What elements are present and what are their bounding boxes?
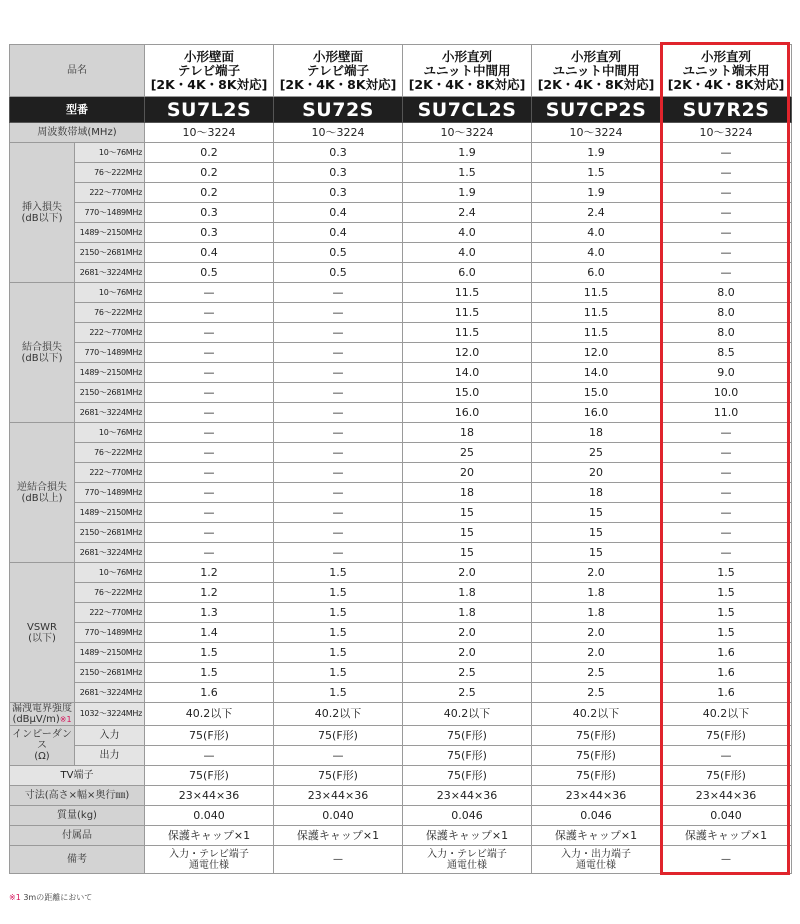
spec-value: — (145, 323, 274, 343)
spec-value: — (274, 483, 403, 503)
spec-value: 14.0 (532, 363, 661, 383)
spec-value: 0.5 (274, 263, 403, 283)
dimensions-value: 23×44×36 (274, 786, 403, 806)
dimensions-value: 23×44×36 (661, 786, 792, 806)
spec-row (10, 503, 792, 523)
impedance-value: 75(F形) (532, 726, 661, 746)
group-label: 結合損失 (dB以下) (10, 283, 75, 423)
spec-value: 0.3 (145, 223, 274, 243)
spec-value: — (661, 523, 792, 543)
spec-value: — (145, 363, 274, 383)
spec-value: — (145, 463, 274, 483)
spec-value: 1.8 (403, 583, 532, 603)
spec-value: — (145, 343, 274, 363)
freq-label: 2681〜3224MHz (75, 543, 145, 563)
spec-value: 1.4 (145, 623, 274, 643)
dimensions-value: 23×44×36 (145, 786, 274, 806)
spec-value: 2.5 (403, 683, 532, 703)
impedance-value: 75(F形) (145, 766, 274, 786)
freq-label: 770〜1489MHz (75, 203, 145, 223)
freq-label: 2150〜2681MHz (75, 383, 145, 403)
group-label: VSWR (以下) (10, 563, 75, 703)
impedance-value: 75(F形) (403, 726, 532, 746)
spec-table (9, 44, 792, 874)
spec-value: 1.5 (274, 643, 403, 663)
spec-value: 9.0 (661, 363, 792, 383)
spec-value: 1.9 (532, 183, 661, 203)
spec-value: 2.5 (403, 663, 532, 683)
spec-value: — (274, 283, 403, 303)
freq-label: 10〜76MHz (75, 143, 145, 163)
spec-value: 1.2 (145, 563, 274, 583)
spec-value: — (145, 543, 274, 563)
spec-row (10, 463, 792, 483)
impedance-value: — (661, 746, 792, 766)
leakage-value: 40.2以下 (274, 703, 403, 726)
spec-value: 15 (532, 523, 661, 543)
spec-row (10, 223, 792, 243)
spec-value: 14.0 (403, 363, 532, 383)
model-number: SU7CP2S (532, 97, 661, 123)
spec-value: 11.5 (403, 283, 532, 303)
model-number: SU7L2S (145, 97, 274, 123)
spec-value: — (661, 243, 792, 263)
impedance-row (10, 726, 792, 746)
group-label: 挿入損失 (dB以下) (10, 143, 75, 283)
impedance-value: — (274, 746, 403, 766)
spec-value: 1.5 (274, 623, 403, 643)
freq-label: 770〜1489MHz (75, 623, 145, 643)
spec-row (10, 263, 792, 283)
freq-label: 1489〜2150MHz (75, 643, 145, 663)
spec-value: 11.5 (403, 323, 532, 343)
product-name: 小形壁面 テレビ端子 [2K・4K・8K対応] (274, 45, 403, 97)
spec-row (10, 383, 792, 403)
model-number: SU7R2S (661, 97, 792, 123)
spec-value: 20 (403, 463, 532, 483)
impedance-row (10, 746, 792, 766)
spec-value: — (274, 423, 403, 443)
mass-value: 0.046 (403, 806, 532, 826)
freq-label: 76〜222MHz (75, 163, 145, 183)
spec-value: — (661, 263, 792, 283)
mass-value: 0.040 (274, 806, 403, 826)
footnote-mark: ※1 (9, 893, 21, 902)
model-number: SU7CL2S (403, 97, 532, 123)
spec-value: — (145, 423, 274, 443)
spec-row (10, 243, 792, 263)
freq-band-value: 10〜3224 (403, 123, 532, 143)
spec-value: 4.0 (403, 243, 532, 263)
spec-value: 18 (532, 483, 661, 503)
spec-row (10, 523, 792, 543)
spec-value: 0.5 (145, 263, 274, 283)
spec-value: 15 (403, 543, 532, 563)
spec-value: 0.5 (274, 243, 403, 263)
impedance-value: 75(F形) (661, 766, 792, 786)
product-name: 小形直列 ユニット中間用 [2K・4K・8K対応] (532, 45, 661, 97)
remarks-label: 備考 (10, 846, 145, 874)
freq-band-value: 10〜3224 (145, 123, 274, 143)
model-row (10, 97, 792, 123)
spec-value: 4.0 (532, 243, 661, 263)
spec-value: 1.5 (274, 603, 403, 623)
spec-row (10, 323, 792, 343)
impedance-label: インピーダンス (Ω) (10, 726, 75, 766)
accessories-value: 保護キャップ×1 (661, 826, 792, 846)
footnote-text: 3mの距離において (23, 893, 93, 902)
freq-label: 222〜770MHz (75, 463, 145, 483)
dimensions-value: 23×44×36 (532, 786, 661, 806)
spec-value: — (661, 203, 792, 223)
spec-value: 1.5 (532, 163, 661, 183)
freq-band-label: 周波数帯域(MHz) (10, 123, 145, 143)
spec-row (10, 163, 792, 183)
impedance-value: 75(F形) (532, 746, 661, 766)
freq-label: 2681〜3224MHz (75, 683, 145, 703)
spec-value: — (274, 343, 403, 363)
freq-label: 222〜770MHz (75, 603, 145, 623)
freq-label: 2681〜3224MHz (75, 263, 145, 283)
spec-value: 6.0 (403, 263, 532, 283)
spec-value: 25 (532, 443, 661, 463)
impedance-value: 75(F形) (661, 726, 792, 746)
accessories-value: 保護キャップ×1 (532, 826, 661, 846)
spec-value: 1.5 (145, 663, 274, 683)
spec-value: 18 (403, 483, 532, 503)
model-label: 型番 (10, 97, 145, 123)
freq-label: 2681〜3224MHz (75, 403, 145, 423)
spec-row (10, 683, 792, 703)
spec-value: 0.3 (274, 143, 403, 163)
freq-label: 1489〜2150MHz (75, 503, 145, 523)
spec-value: 1.5 (274, 563, 403, 583)
spec-value: 1.2 (145, 583, 274, 603)
spec-value: 2.5 (532, 663, 661, 683)
spec-value: 1.8 (403, 603, 532, 623)
spec-row (10, 583, 792, 603)
remarks-value: — (274, 846, 403, 874)
freq-label: 76〜222MHz (75, 303, 145, 323)
accessories-label: 付属品 (10, 826, 145, 846)
spec-value: 1.5 (661, 563, 792, 583)
impedance-value: — (145, 746, 274, 766)
freq-label: 10〜76MHz (75, 563, 145, 583)
dimensions-value: 23×44×36 (403, 786, 532, 806)
spec-value: 15 (403, 523, 532, 543)
freq-label: 770〜1489MHz (75, 483, 145, 503)
freq-label: 2150〜2681MHz (75, 523, 145, 543)
leakage-value: 40.2以下 (403, 703, 532, 726)
spec-value: 0.3 (274, 183, 403, 203)
spec-value: 18 (532, 423, 661, 443)
model-number: SU72S (274, 97, 403, 123)
impedance-sub: TV端子 (10, 766, 145, 786)
spec-value: 16.0 (403, 403, 532, 423)
impedance-value: 75(F形) (274, 766, 403, 786)
leakage-value: 40.2以下 (532, 703, 661, 726)
spec-row (10, 563, 792, 583)
accessories-value: 保護キャップ×1 (403, 826, 532, 846)
mass-label: 質量(kg) (10, 806, 145, 826)
product-name: 小形直列 ユニット端末用 [2K・4K・8K対応] (661, 45, 792, 97)
spec-value: 0.3 (145, 203, 274, 223)
spec-value: 2.0 (403, 623, 532, 643)
spec-row (10, 543, 792, 563)
spec-row (10, 203, 792, 223)
spec-value: 11.5 (532, 303, 661, 323)
spec-value: 0.4 (274, 203, 403, 223)
spec-value: 1.6 (661, 643, 792, 663)
spec-row (10, 423, 792, 443)
spec-value: 2.0 (532, 563, 661, 583)
spec-value: 1.5 (661, 623, 792, 643)
product-name: 小形直列 ユニット中間用 [2K・4K・8K対応] (403, 45, 532, 97)
spec-value: 4.0 (532, 223, 661, 243)
freq-label: 1489〜2150MHz (75, 363, 145, 383)
spec-value: 1.5 (274, 583, 403, 603)
remarks-value: 入力・テレビ端子 通電仕様 (145, 846, 274, 874)
spec-value: 2.4 (403, 203, 532, 223)
spec-value: — (274, 403, 403, 423)
mass-value: 0.040 (145, 806, 274, 826)
spec-value: 8.5 (661, 343, 792, 363)
spec-value: — (145, 483, 274, 503)
impedance-value: 75(F形) (274, 726, 403, 746)
spec-value: 4.0 (403, 223, 532, 243)
spec-value: 15.0 (532, 383, 661, 403)
spec-value: — (274, 323, 403, 343)
spec-value: 11.5 (403, 303, 532, 323)
name-label: 品名 (10, 45, 145, 97)
spec-row (10, 643, 792, 663)
freq-label: 770〜1489MHz (75, 343, 145, 363)
spec-value: — (274, 463, 403, 483)
freq-label: 10〜76MHz (75, 423, 145, 443)
spec-value: — (274, 503, 403, 523)
leakage-note-mark: ※1 (59, 715, 72, 724)
spec-value: 15.0 (403, 383, 532, 403)
spec-row (10, 303, 792, 323)
freq-band-row (10, 123, 792, 143)
remarks-value: 入力・出力端子 通電仕様 (532, 846, 661, 874)
spec-value: 1.9 (532, 143, 661, 163)
mass-value: 0.040 (661, 806, 792, 826)
spec-value: — (274, 443, 403, 463)
spec-value: — (145, 403, 274, 423)
group-label: 逆結合損失 (dB以上) (10, 423, 75, 563)
spec-value: 12.0 (403, 343, 532, 363)
spec-row (10, 623, 792, 643)
spec-value: 8.0 (661, 303, 792, 323)
spec-value: — (661, 443, 792, 463)
spec-value: 6.0 (532, 263, 661, 283)
footnote (9, 892, 92, 903)
spec-value: — (274, 363, 403, 383)
spec-value: 0.4 (274, 223, 403, 243)
spec-value: 1.8 (532, 603, 661, 623)
spec-value: 15 (403, 503, 532, 523)
spec-value: — (145, 503, 274, 523)
spec-value: 0.4 (145, 243, 274, 263)
accessories-value: 保護キャップ×1 (145, 826, 274, 846)
freq-label: 222〜770MHz (75, 183, 145, 203)
spec-value: 25 (403, 443, 532, 463)
leakage-value: 40.2以下 (661, 703, 792, 726)
leakage-value: 40.2以下 (145, 703, 274, 726)
spec-value: 11.5 (532, 323, 661, 343)
spec-value: — (661, 543, 792, 563)
dimensions-label: 寸法(高さ×幅×奥行㎜) (10, 786, 145, 806)
spec-value: 1.6 (661, 683, 792, 703)
spec-row (10, 443, 792, 463)
spec-value: 11.5 (532, 283, 661, 303)
spec-row (10, 403, 792, 423)
spec-row (10, 143, 792, 163)
freq-label: 10〜76MHz (75, 283, 145, 303)
spec-value: 2.0 (532, 623, 661, 643)
freq-band-value: 10〜3224 (532, 123, 661, 143)
spec-value: — (274, 383, 403, 403)
spec-value: 8.0 (661, 283, 792, 303)
spec-value: 12.0 (532, 343, 661, 363)
remarks-value: 入力・テレビ端子 通電仕様 (403, 846, 532, 874)
spec-value: — (274, 543, 403, 563)
spec-value: 15 (532, 543, 661, 563)
spec-value: — (661, 463, 792, 483)
spec-value: — (661, 143, 792, 163)
spec-value: 1.6 (145, 683, 274, 703)
spec-value: 11.0 (661, 403, 792, 423)
dimensions-row (10, 786, 792, 806)
spec-value: 1.6 (661, 663, 792, 683)
impedance-sub: 出力 (75, 746, 145, 766)
freq-label: 76〜222MHz (75, 583, 145, 603)
spec-row (10, 283, 792, 303)
spec-row (10, 363, 792, 383)
spec-value: 1.5 (661, 583, 792, 603)
remarks-value: — (661, 846, 792, 874)
spec-value: 0.2 (145, 143, 274, 163)
leakage-freq: 1032〜3224MHz (75, 703, 145, 726)
leakage-label (10, 703, 75, 726)
spec-value: 1.5 (145, 643, 274, 663)
spec-value: 1.5 (274, 663, 403, 683)
spec-value: — (661, 483, 792, 503)
leakage-row (10, 703, 792, 726)
impedance-row (10, 766, 792, 786)
spec-value: 1.9 (403, 143, 532, 163)
impedance-value: 75(F形) (403, 746, 532, 766)
spec-row (10, 343, 792, 363)
spec-value: — (661, 503, 792, 523)
spec-value: 1.5 (403, 163, 532, 183)
spec-value: — (145, 303, 274, 323)
impedance-value: 75(F形) (532, 766, 661, 786)
accessories-row (10, 826, 792, 846)
spec-value: 1.5 (274, 683, 403, 703)
spec-value: 2.0 (403, 563, 532, 583)
spec-value: 0.2 (145, 183, 274, 203)
spec-value: 1.8 (532, 583, 661, 603)
spec-row (10, 483, 792, 503)
leakage-label-text: 漏洩電界強度 (dBμV/m) (12, 703, 72, 725)
spec-value: 18 (403, 423, 532, 443)
spec-value: 16.0 (532, 403, 661, 423)
spec-value: — (661, 183, 792, 203)
spec-value: 10.0 (661, 383, 792, 403)
spec-value: 2.0 (532, 643, 661, 663)
freq-band-value: 10〜3224 (661, 123, 792, 143)
spec-row (10, 183, 792, 203)
spec-row (10, 663, 792, 683)
product-name: 小形壁面 テレビ端子 [2K・4K・8K対応] (145, 45, 274, 97)
freq-band-value: 10〜3224 (274, 123, 403, 143)
freq-label: 1489〜2150MHz (75, 223, 145, 243)
impedance-value: 75(F形) (145, 726, 274, 746)
mass-value: 0.046 (532, 806, 661, 826)
spec-row (10, 603, 792, 623)
mass-row (10, 806, 792, 826)
product-name-row (10, 45, 792, 97)
impedance-value: 75(F形) (403, 766, 532, 786)
spec-value: — (661, 223, 792, 243)
freq-label: 76〜222MHz (75, 443, 145, 463)
accessories-value: 保護キャップ×1 (274, 826, 403, 846)
spec-value: 20 (532, 463, 661, 483)
freq-label: 2150〜2681MHz (75, 663, 145, 683)
spec-value: 0.2 (145, 163, 274, 183)
spec-value: — (145, 383, 274, 403)
spec-value: — (145, 523, 274, 543)
spec-value: 2.4 (532, 203, 661, 223)
spec-value: — (145, 443, 274, 463)
spec-value: 2.0 (403, 643, 532, 663)
spec-value: 8.0 (661, 323, 792, 343)
impedance-sub: 入力 (75, 726, 145, 746)
freq-label: 222〜770MHz (75, 323, 145, 343)
spec-value: — (661, 423, 792, 443)
spec-value: 0.3 (274, 163, 403, 183)
remarks-row (10, 846, 792, 874)
spec-value: — (661, 163, 792, 183)
spec-value: — (145, 283, 274, 303)
spec-value: 1.5 (661, 603, 792, 623)
spec-value: 1.3 (145, 603, 274, 623)
freq-label: 2150〜2681MHz (75, 243, 145, 263)
spec-value: 2.5 (532, 683, 661, 703)
spec-value: — (274, 523, 403, 543)
spec-value: — (274, 303, 403, 323)
spec-value: 1.9 (403, 183, 532, 203)
spec-value: 15 (532, 503, 661, 523)
